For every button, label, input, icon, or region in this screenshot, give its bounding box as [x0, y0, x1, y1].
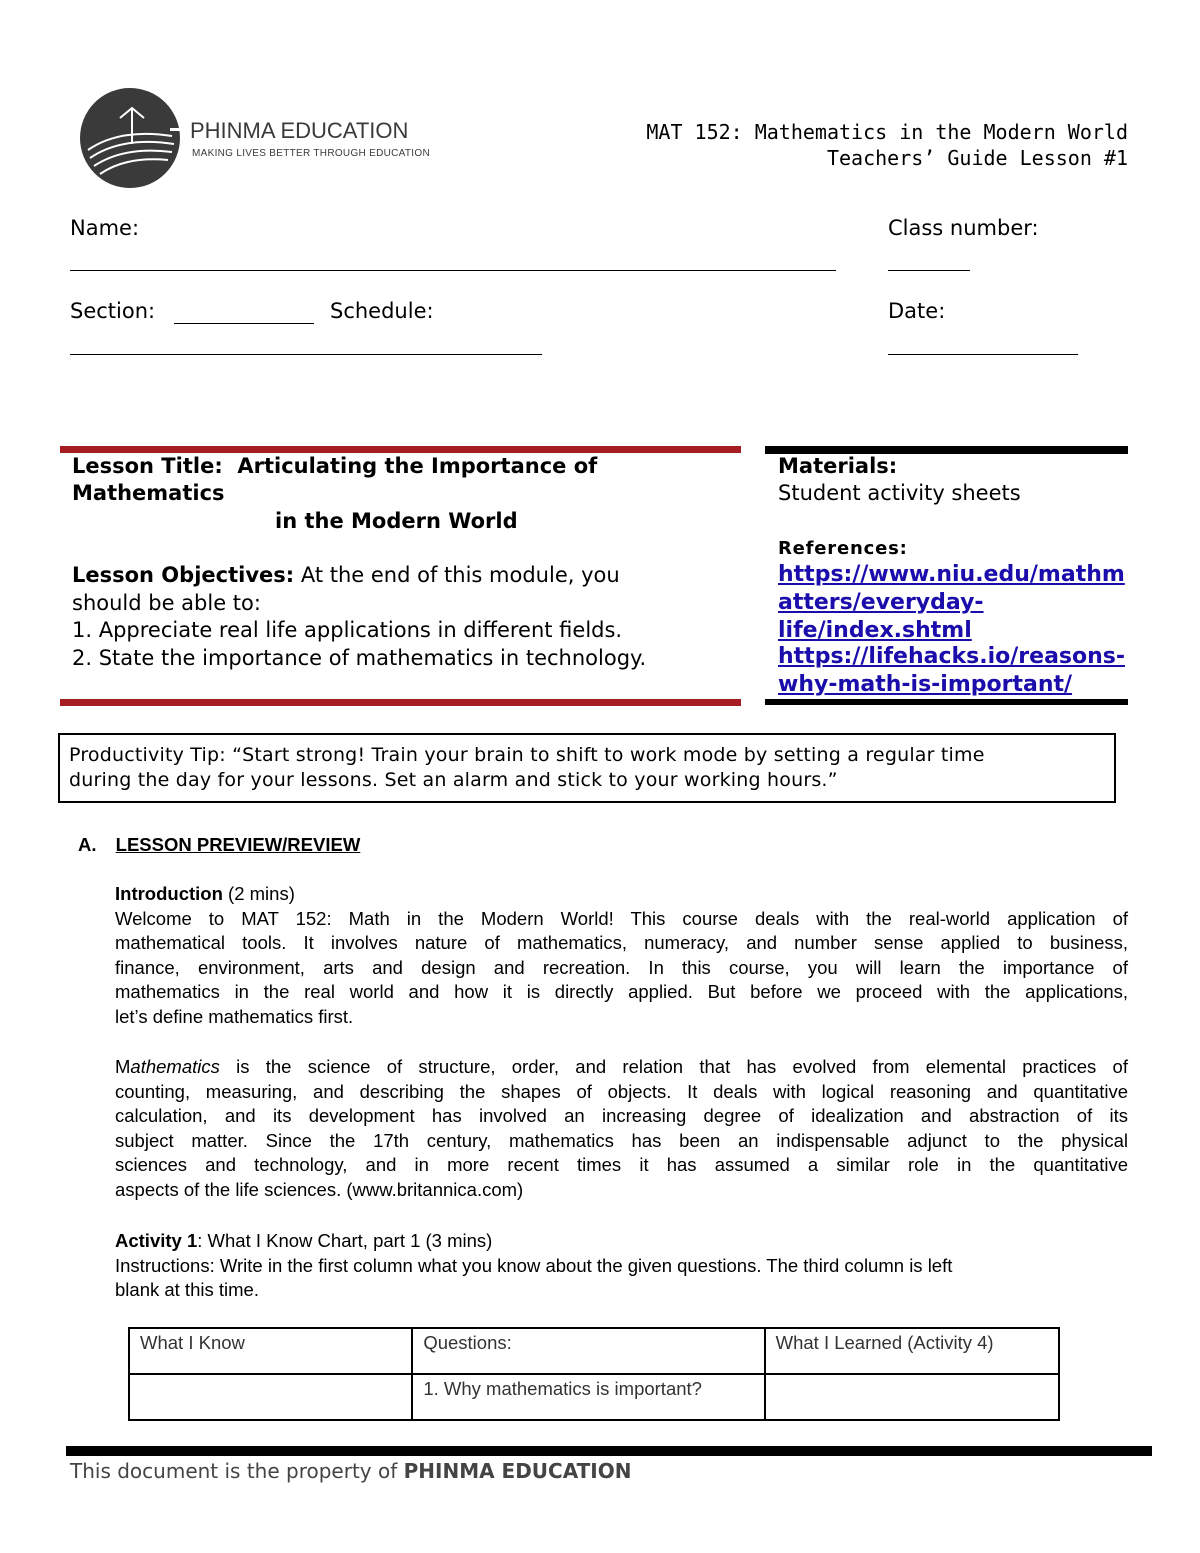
activity-1-instructions: Instructions: Write in the first column what you know about the given questions. The third column is left — [115, 1254, 953, 1276]
reference-link-lifehacks[interactable] — [778, 643, 1125, 699]
introduction-line: Welcome to MAT 152: Math in the Modern World! This course deals with the real-world application of — [115, 907, 1128, 929]
lesson-bottom-rule — [60, 699, 741, 706]
section-label: Section: — [70, 299, 156, 323]
table-cell-what-i-know[interactable] — [129, 1374, 412, 1420]
course-title: MAT 152: Mathematics in the Modern World — [646, 120, 1128, 144]
table-header-questions: Questions: — [412, 1328, 764, 1374]
section-a-letter: A. — [78, 834, 97, 855]
table-header-row — [129, 1328, 1059, 1374]
table-cell-what-i-learned[interactable] — [765, 1374, 1059, 1420]
objective-1: 1. Appreciate real life applications in different fields. — [72, 618, 623, 642]
definition-block — [115, 1055, 1128, 1203]
reference-link-niu[interactable] — [778, 561, 1125, 645]
definition-first-letter: M — [115, 1056, 131, 1077]
activity-1-block — [115, 1229, 1128, 1303]
what-i-know-chart — [128, 1327, 1060, 1421]
objectives-intro-cont: should be able to: — [72, 591, 261, 615]
materials-value: Student activity sheets — [778, 481, 1021, 505]
introduction-line: mathematics in the real world and how it is directly applied. But before we proceed with the applications, — [115, 981, 1128, 1003]
introduction-line: finance, environment, arts and design and recreation. In this course, you will learn the importance of — [115, 956, 1128, 978]
name-field[interactable] — [70, 270, 836, 271]
activity-1-label: Activity 1 — [115, 1230, 198, 1251]
name-label: Name: — [70, 216, 140, 240]
definition-term: athematics — [130, 1056, 220, 1077]
logo-tagline: MAKING LIVES BETTER THROUGH EDUCATION — [192, 148, 430, 159]
footer-owner: PHINMA EDUCATION — [403, 1459, 632, 1483]
definition-line-rest: is the science of structure, order, and relation that has evolved from elemental practices of — [219, 1056, 1128, 1077]
tip-line-1: Productivity Tip: “Start strong! Train your brain to shift to work mode by setting a regular time — [69, 744, 985, 766]
class-number-field[interactable] — [888, 270, 970, 271]
section-field[interactable] — [174, 323, 314, 324]
date-label: Date: — [888, 299, 946, 323]
introduction-duration: (2 mins) — [228, 883, 295, 904]
reference-link-niu-line2[interactable]: atters/everyday- — [778, 590, 984, 615]
definition-line: subject matter. Since the 17th century, mathematics has been an indispensable adjunct to the physical — [115, 1129, 1128, 1151]
lesson-title — [72, 454, 597, 478]
schedule-label: Schedule: — [330, 299, 434, 323]
phinma-logo — [80, 88, 430, 188]
materials-top-rule — [765, 446, 1128, 454]
lesson-title-line2: Mathematics — [72, 481, 225, 505]
activity-1-title: : What I Know Chart, part 1 (3 mins) — [197, 1230, 493, 1251]
references-label: References: — [778, 538, 908, 559]
definition-line: counting, measuring, and describing the shapes of objects. It deals with logical reasoning and quantitative — [115, 1080, 1128, 1102]
footer-prefix: This document is the property of — [70, 1459, 404, 1483]
table-row — [129, 1374, 1059, 1420]
materials-label: Materials: — [778, 454, 898, 478]
guide-title: Teachers’ Guide Lesson #1 — [826, 146, 1128, 170]
reference-link-niu-line1[interactable]: https://www.niu.edu/mathm — [778, 562, 1125, 587]
footer-notice — [70, 1459, 631, 1483]
section-a-title: LESSON PREVIEW/REVIEW — [115, 834, 361, 855]
objectives-intro: At the end of this module, you — [300, 563, 620, 587]
introduction-line: let’s define mathematics first. — [115, 1005, 354, 1027]
lesson-title-label: Lesson Title: — [72, 454, 223, 478]
definition-line: sciences and technology, and in more recent times it has assumed a similar role in the quantitative — [115, 1154, 1128, 1176]
productivity-tip-box — [58, 733, 1116, 803]
reference-link-niu-line3[interactable]: life/index.shtml — [778, 618, 972, 643]
definition-line: calculation, and its development has involved an increasing degree of idealization and abstraction of its — [115, 1105, 1128, 1127]
definition-line — [115, 1055, 1128, 1080]
lesson-title-line1: Articulating the Importance of — [237, 454, 598, 478]
footer-rule — [66, 1446, 1152, 1456]
class-number-label: Class number: — [888, 216, 1039, 240]
definition-line: aspects of the life sciences. (www.britannica.com) — [115, 1178, 524, 1200]
introduction-label: Introduction — [115, 883, 223, 904]
lesson-top-rule — [60, 446, 741, 453]
introduction-line: mathematical tools. It involves nature of mathematics, numeracy, and number sense applied to business, — [115, 932, 1128, 954]
activity-1-heading — [115, 1229, 1128, 1254]
activity-1-instructions-cont: blank at this time. — [115, 1279, 259, 1301]
table-header-what-i-know: What I Know — [129, 1328, 412, 1374]
materials-bottom-rule — [765, 699, 1128, 705]
lesson-title-line3: in the Modern World — [275, 509, 518, 533]
introduction-heading — [115, 882, 1128, 907]
logo-wordmark: PHINMA EDUCATION — [190, 118, 409, 143]
schedule-field[interactable] — [70, 354, 542, 355]
table-header-what-i-learned: What I Learned (Activity 4) — [765, 1328, 1059, 1374]
introduction-block — [115, 882, 1128, 1030]
reference-link-lifehacks-line1[interactable]: https://lifehacks.io/reasons- — [778, 644, 1126, 669]
table-cell-question: 1. Why mathematics is important? — [412, 1374, 764, 1420]
reference-link-lifehacks-line2[interactable]: why-math-is-important/ — [778, 672, 1073, 697]
objective-2: 2. State the importance of mathematics in technology. — [72, 646, 647, 670]
objectives-label: Lesson Objectives: — [72, 563, 295, 587]
section-a-heading — [78, 834, 360, 856]
objectives-heading — [72, 563, 620, 587]
date-field[interactable] — [888, 354, 1078, 355]
tip-line-2: during the day for your lessons. Set an alarm and stick to your working hours.” — [69, 769, 838, 791]
